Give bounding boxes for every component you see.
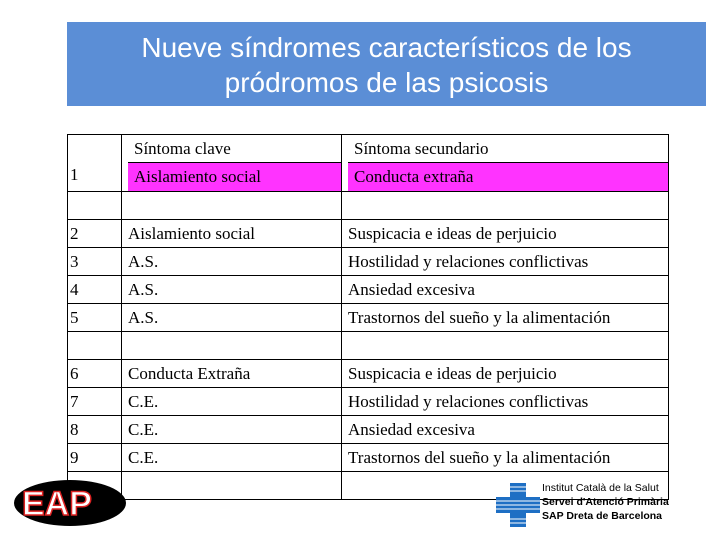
key-symptom: C.E. xyxy=(122,388,342,416)
key-symptom: Aislamiento social xyxy=(122,220,342,248)
row-number: 1 xyxy=(68,135,122,192)
header-key-symptom: Síntoma clave xyxy=(134,139,231,158)
title-line-2: pródromos de las psicosis xyxy=(224,67,549,98)
key-symptom: C.E. xyxy=(122,444,342,472)
row-number: 6 xyxy=(68,360,122,388)
eap-logo-text: EAP xyxy=(22,485,92,523)
table-row xyxy=(68,416,669,444)
table-row xyxy=(68,444,669,472)
spacer-row xyxy=(68,192,669,220)
title-line-1: Nueve síndromes característicos de los xyxy=(141,32,632,63)
slide-title xyxy=(67,22,706,106)
key-symptom: Conducta Extraña xyxy=(122,360,342,388)
secondary-symptom: Suspicacia e ideas de perjuicio xyxy=(342,220,669,248)
institution-line-3: SAP Dreta de Barcelona xyxy=(542,510,663,522)
secondary-symptom: Suspicacia e ideas de perjuicio xyxy=(342,360,669,388)
spacer-row xyxy=(68,332,669,360)
key-symptom: A.S. xyxy=(122,248,342,276)
row-number: 2 xyxy=(68,220,122,248)
row-number: 7 xyxy=(68,388,122,416)
row-number: 4 xyxy=(68,276,122,304)
secondary-symptom: Ansiedad excesiva xyxy=(342,416,669,444)
table-row xyxy=(68,220,669,248)
row-number: 5 xyxy=(68,304,122,332)
institution-text xyxy=(542,481,669,523)
header-secondary-symptom: Síntoma secundario xyxy=(354,139,489,158)
key-symptom-value: Aislamiento social xyxy=(128,162,341,191)
syndromes-table xyxy=(67,134,669,500)
institution-line-1: Institut Català de la Salut xyxy=(542,482,659,494)
key-symptom: A.S. xyxy=(122,276,342,304)
secondary-symptom: Trastornos del sueño y la alimentación xyxy=(342,304,669,332)
secondary-symptom: Hostilidad y relaciones conflictivas xyxy=(342,388,669,416)
secondary-symptom: Trastornos del sueño y la alimentación xyxy=(342,444,669,472)
table-row xyxy=(68,135,669,192)
table-row xyxy=(68,248,669,276)
row-number: 8 xyxy=(68,416,122,444)
ics-cross-icon xyxy=(496,483,540,527)
key-symptom-cell xyxy=(122,135,342,192)
table-row xyxy=(68,388,669,416)
eap-logo-icon xyxy=(12,478,128,528)
row-number: 9 xyxy=(68,444,122,472)
row-number: 3 xyxy=(68,248,122,276)
table-row xyxy=(68,360,669,388)
table-row xyxy=(68,304,669,332)
key-symptom: C.E. xyxy=(122,416,342,444)
secondary-symptom: Ansiedad excesiva xyxy=(342,276,669,304)
secondary-symptom-value: Conducta extraña xyxy=(348,162,668,191)
institution-line-2: Servei d'Atenció Primària xyxy=(542,496,669,508)
secondary-symptom: Hostilidad y relaciones conflictivas xyxy=(342,248,669,276)
key-symptom: A.S. xyxy=(122,304,342,332)
table-row xyxy=(68,276,669,304)
secondary-symptom-cell xyxy=(342,135,669,192)
